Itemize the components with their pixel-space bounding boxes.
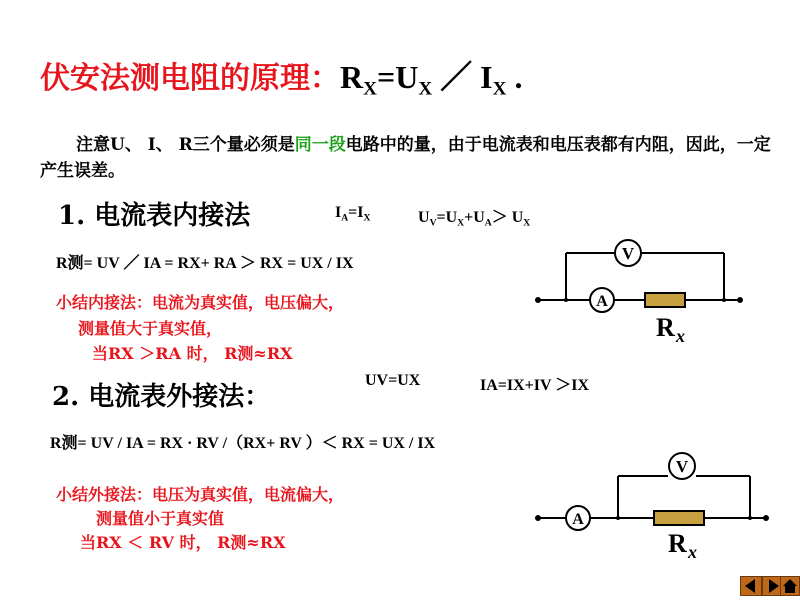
svg-text:A: A xyxy=(596,293,608,310)
section2-formula: R测= UV / IA = RX · RV /（RX+ RV ）＜ RX = UX / IX xyxy=(50,435,436,452)
svg-text:R: R xyxy=(656,313,675,342)
section2-heading: 2. 电流表外接法： xyxy=(52,382,271,412)
page-title xyxy=(40,52,523,101)
section1-summary-line1: 小结内接法：电流为真实值，电压偏大， xyxy=(56,293,345,312)
section2-summary-line3: 当RX ＜ RV 时， R测≈RX xyxy=(80,533,286,552)
section1-eq-a: $I_A=I_X$ xyxy=(335,204,371,224)
svg-text:A: A xyxy=(572,511,584,528)
prev-slide-button[interactable] xyxy=(740,576,762,596)
section2-summary-line1: 小结外接法：电压为真实值，电流偏大， xyxy=(56,485,345,504)
circuit-internal-diagram xyxy=(530,236,800,356)
resistor-icon xyxy=(645,293,685,307)
section2-eq-b: IA=IX+IV ＞IX xyxy=(480,377,590,394)
home-button[interactable] xyxy=(780,576,800,596)
circuit-external-diagram xyxy=(530,448,800,568)
section1-summary-line2: 测量值大于真实值， xyxy=(78,319,223,338)
section2-summary-line2: 测量值小于真实值 xyxy=(96,509,225,528)
section1-eq-b: $U_V=U_X+U_A> U_X$ xyxy=(418,209,531,229)
section1-summary-line3: 当RX ＞RA 时， R测≈RX xyxy=(92,344,293,363)
voltmeter-icon xyxy=(615,240,641,266)
svg-text:V: V xyxy=(621,244,635,263)
resistor-icon xyxy=(654,511,704,525)
title-formula: $R_X=U_X$ ／ $I_X$ . xyxy=(340,59,523,100)
arrow-left-icon xyxy=(741,577,761,595)
voltmeter-icon xyxy=(669,453,695,479)
svg-text:x: x xyxy=(688,542,697,562)
svg-text:R: R xyxy=(668,529,687,558)
home-icon xyxy=(781,577,799,595)
section1-heading: 1. 电流表内接法 xyxy=(58,201,251,231)
highlight-text: 同一段 xyxy=(294,135,346,155)
note-paragraph: 注意U、 I、 R三个量必须是同一段电路中的量，由于电流表和电压表都有内阻，因此，一定产生误差。 xyxy=(40,135,771,181)
resistor-label xyxy=(668,529,697,562)
section2-eq-a: UV=UX xyxy=(365,372,421,389)
ammeter-icon xyxy=(590,288,614,312)
title-text: 伏安法测电阻的原理： xyxy=(40,61,340,96)
resistor-label xyxy=(656,313,685,346)
section1-formula: R测= UV ／ IA = RX+ RA ＞ RX = UX / IX xyxy=(56,255,354,272)
svg-text:V: V xyxy=(675,457,689,476)
svg-text:x: x xyxy=(676,326,685,346)
ammeter-icon xyxy=(566,506,590,530)
